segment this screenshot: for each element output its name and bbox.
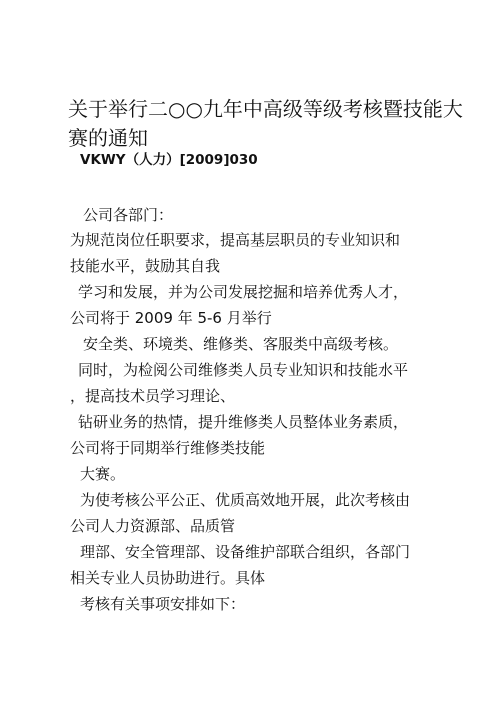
body-line: 为规范岗位任职要求，提高基层职员的专业知识和 (70, 231, 401, 249)
body-line: 钻研业务的热情，提升维修类人员整体业务素质， (78, 413, 409, 431)
body-line: 为使考核公平公正、优质高效地开展，此次考核由 (80, 491, 411, 509)
body-line: 相关专业人员协助进行。具体 (70, 569, 266, 587)
body-line: 公司将于同期举行维修类技能 (70, 439, 266, 457)
body-line: 安全类、环境类、维修类、客服类中高级考核。 (83, 335, 399, 353)
document-title: 关于举行二○○九年中高级等级考核暨技能大赛的通知 (68, 97, 463, 150)
body-line: 理部、安全管理部、设备维护部联合组织，各部门 (80, 543, 411, 561)
salutation: 公司各部门： (83, 206, 174, 224)
body-line: 技能水平，鼓励其自我 (70, 257, 221, 275)
body-line: 大赛。 (80, 465, 126, 483)
body-line: 学习和发展，并为公司发展挖掘和培养优秀人才， (78, 283, 409, 301)
body-line: 公司人力资源部、品质管 (70, 517, 236, 535)
body-line: 考核有关事项安排如下： (80, 595, 246, 613)
body-line: ，提高技术员学习理论、 (70, 387, 236, 405)
document-number: VKWY（人力）[2009]030 (80, 152, 258, 168)
body-line: 同时，为检阅公司维修类人员专业知识和技能水平 (78, 361, 409, 379)
body-line: 公司将于 2009 年 5-6 月举行 (70, 309, 272, 327)
